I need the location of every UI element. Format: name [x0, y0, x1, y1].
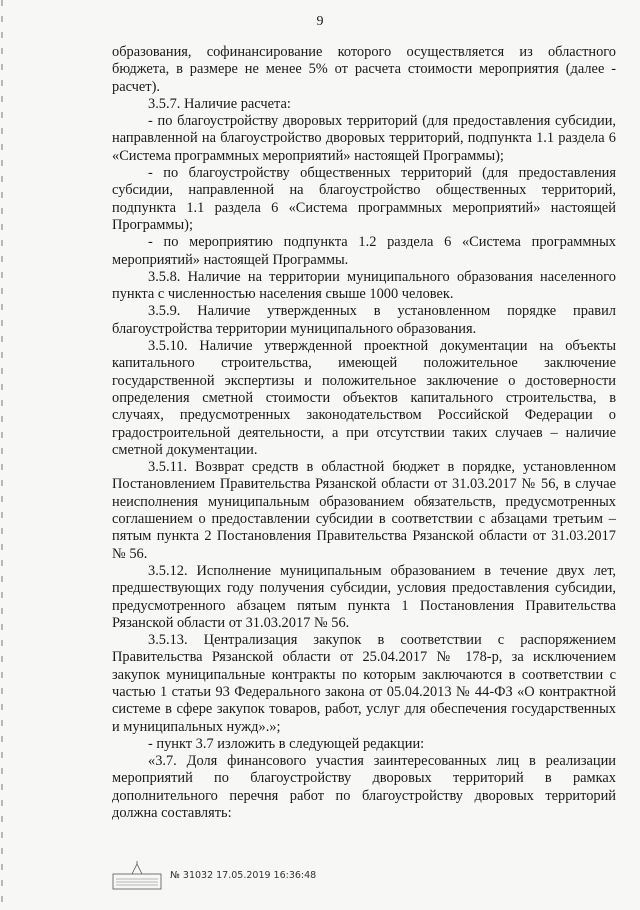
- paragraph-6: 3.5.8. Наличие на территории муниципального образования населенного пункта с численностью населения свыше 1000 человек.: [112, 268, 616, 303]
- paragraph-12: - пункт 3.7 изложить в следующей редакции:: [148, 735, 425, 752]
- document-reference: № 31032 17.05.2019 16:36:48: [170, 869, 317, 881]
- paragraph-1: образования, софинансирование которого осуществляется из областного бюджета, в размере не менее 5% от расчета стоимости мероприятия (далее - расчет).: [112, 44, 616, 95]
- paragraph-13: «3.7. Доля финансового участия заинтересованных лиц в реализации мероприятий по благоустройству дворовых территорий в рамках дополнительного перечня работ по благоустройству дворовых территорий должна составлять:: [112, 753, 616, 822]
- paragraph-3: - по благоустройству дворовых территорий (для предоставления субсидии, направленной на благоустройство дворовых территорий, подпункта 1.1 раздела 6 «Система программных мероприятий» настоящей Программы);: [112, 113, 616, 164]
- paragraph-9: 3.5.11. Возврат средств в областной бюджет в порядке, установленном Постановлением Правительства Рязанской области от 31.03.2017 № 56, в случае неисполнения муниципальным образованием обязательств, предусмотренных соглашением о предоставлении субсидии в соответствии с абзацами третьим – пятым пункта 2 Постановления Правительства Рязанской области от 31.03.2017 № 56.: [112, 459, 616, 562]
- registry-logo-icon: [112, 860, 162, 890]
- paragraph-11: 3.5.13. Централизация закупок в соответствии с распоряжением Правительства Рязанской области от 25.04.2017 № 178-р, за исключением закупок муниципальные контракты по которым заключаются в соответствии с частью 1 статьи 93 Федерального закона от 05.04.2013 № 44-ФЗ «О контрактной системе в сфере закупок товаров, работ, услуг для обеспечения государственных и муниципальных нужд».»;: [112, 632, 616, 735]
- page-left-edge: [0, 0, 6, 905]
- paragraph-7: 3.5.9. Наличие утвержденных в установленном порядке правил благоустройства территории муниципального образования.: [112, 303, 616, 337]
- paragraph-2: 3.5.7. Наличие расчета:: [148, 95, 291, 112]
- paragraph-4: - по благоустройству общественных территорий (для предоставления субсидии, направленной на благоустройство общественных территорий, подпункта 1.1 раздела 6 «Система программных мероприятий» настоящей Программы);: [112, 165, 616, 233]
- paragraph-5: - по мероприятию подпункта 1.2 раздела 6 «Система программных мероприятий» настоящей Программы.: [112, 234, 616, 268]
- paragraph-8: 3.5.10. Наличие утвержденной проектной документации на объекты капитального строительства, имеющей положительное заключение государственной экспертизы и положительное заключение о достоверности определения сметной стоимости объектов капитального строительства, в случаях, предусмотренных законодательством Российской Федерации о градостроительной деятельности, а при отсутствии таких случаев – наличие сметной документации.: [112, 338, 616, 458]
- paragraph-10: 3.5.12. Исполнение муниципальным образованием в течение двух лет, предшествующих году получения субсидии, условия предоставления субсидии, предусмотренного абзацем пятым пункта 1 Постановления Правительства Рязанской области от 31.03.2017 № 56.: [112, 562, 616, 631]
- document-body: [112, 44, 616, 822]
- document-footer: [112, 860, 316, 890]
- page-number: 9: [316, 14, 324, 29]
